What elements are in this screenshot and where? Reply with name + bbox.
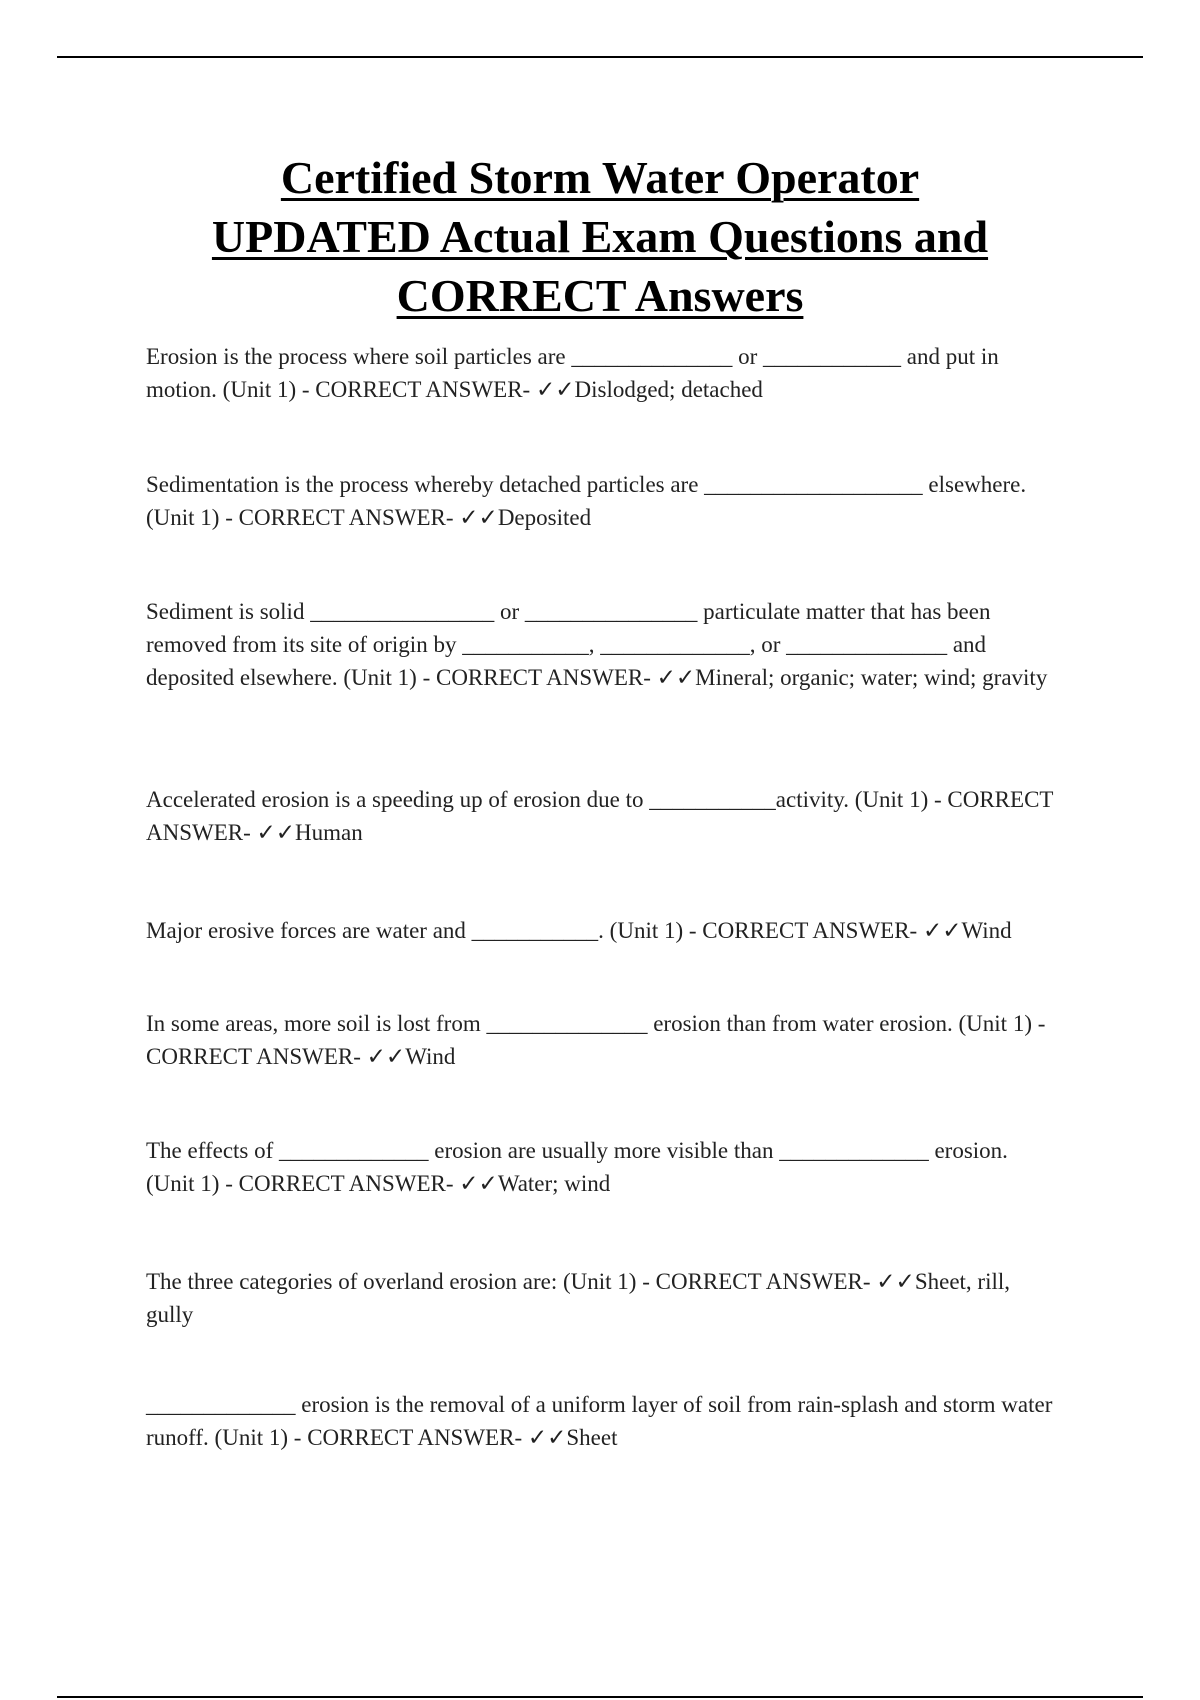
answer-text: - CORRECT ANSWER- ✓✓Sheet xyxy=(288,1425,618,1450)
answer-text: - CORRECT ANSWER- ✓✓Water; wind xyxy=(219,1171,611,1196)
question-text: Major erosive forces are water and ___________. (Unit 1) xyxy=(146,918,684,943)
answer-text: - CORRECT ANSWER- ✓✓Sheet, rill, gully xyxy=(146,1269,1011,1327)
question-text: Erosion is the process where soil particles are ______________ or ____________ and put in motion. (Unit 1) xyxy=(146,344,999,402)
question-item xyxy=(146,1007,1056,1073)
answer-text: - CORRECT ANSWER- ✓✓Wind xyxy=(146,1011,1046,1069)
question-text: _____________ erosion is the removal of a uniform layer of soil from rain-splash and storm water runoff. (Unit 1) xyxy=(146,1392,1053,1450)
answer-text: - CORRECT ANSWER- ✓✓Dislodged; detached xyxy=(296,377,763,402)
question-item xyxy=(146,1134,1056,1200)
question-item xyxy=(146,1265,1056,1331)
bottom-rule xyxy=(57,1696,1143,1698)
question-text: Accelerated erosion is a speeding up of erosion due to ___________activity. (Unit 1) xyxy=(146,787,929,812)
question-item xyxy=(146,468,1056,534)
question-item xyxy=(146,340,1056,406)
question-text: The three categories of overland erosion are: (Unit 1) xyxy=(146,1269,637,1294)
answer-text: - CORRECT ANSWER- ✓✓Mineral; organic; water; wind; gravity xyxy=(416,665,1048,690)
answer-text: - CORRECT ANSWER- ✓✓Deposited xyxy=(219,505,592,530)
title-line-3: CORRECT Answers xyxy=(396,270,804,321)
answer-text: - CORRECT ANSWER- ✓✓Wind xyxy=(683,918,1012,943)
question-text: The effects of _____________ erosion are usually more visible than _____________ erosion. (Unit 1) xyxy=(146,1138,1008,1196)
question-item xyxy=(146,1388,1056,1454)
title-line-1: Certified Storm Water Operator xyxy=(280,152,920,203)
question-text: Sedimentation is the process whereby detached particles are ___________________ elsewhere. (Unit 1) xyxy=(146,472,1027,530)
question-item xyxy=(146,783,1056,849)
question-text: Sediment is solid ________________ or _______________ particulate matter that has been removed from its site of origin by ___________, _____________, or ______________ and deposited elsewhere. (Unit 1) xyxy=(146,599,991,690)
top-rule xyxy=(57,56,1143,58)
answer-text: - CORRECT ANSWER- ✓✓Human xyxy=(146,787,1054,845)
question-item xyxy=(146,595,1056,694)
question-text: In some areas, more soil is lost from ______________ erosion than from water erosion. (Unit 1) xyxy=(146,1011,1032,1036)
title-line-2: UPDATED Actual Exam Questions and xyxy=(211,211,989,262)
question-item xyxy=(146,914,1056,947)
document-title xyxy=(100,148,1100,325)
